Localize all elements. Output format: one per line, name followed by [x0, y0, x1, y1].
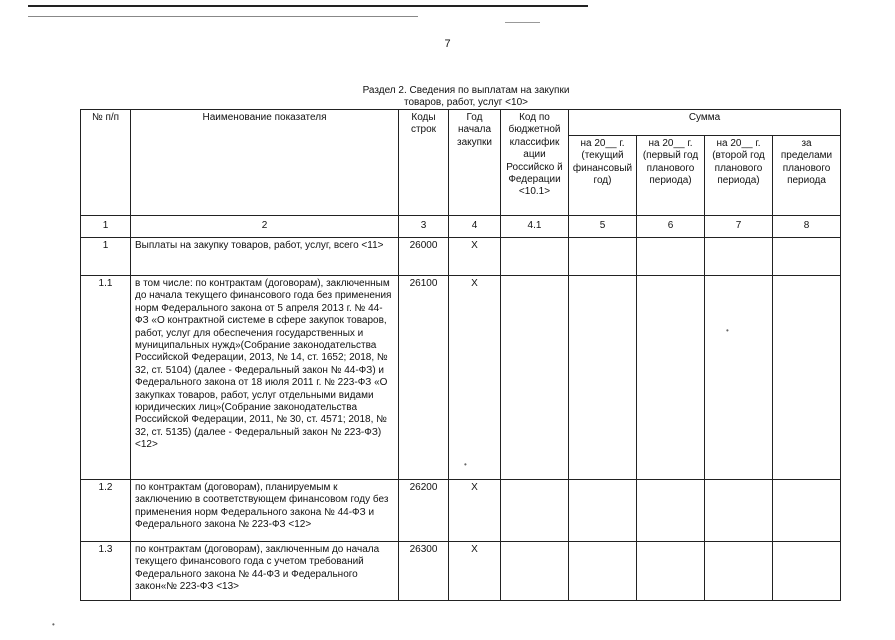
- row-name: в том числе: по контрактам (договорам), заключенным до начала текущего финансового года без применения норм Федерального закона от 5 апреля 2013 г. № 44-ФЗ «О контрактной системе в сфере закупок товаров, работ, услуг для обеспечения государственных и муниципальных нужд»(Собрание законодательства Российской Федерации, 2013, № 14, ст. 1652; 2018, № 32, ст. 5104) (далее - Федеральный закон № 44-ФЗ) и Федерального закона от 18 июля 2011 г. № 223-ФЗ «О закупках товаров, работ, услуг отдельными видами юридических лиц»(Собрание законодательства Российской Федерации, 2011, № 30, ст. 4571; 2018, № 32, ст. 5135) (далее - Федеральный закон № 223-ФЗ) <12>: [131, 276, 399, 480]
- header-budget-code: Код по бюджетной классифик ации Российско й Федерации <10.1>: [501, 110, 569, 216]
- colnum-5: 5: [569, 216, 637, 238]
- header-sum: Сумма: [569, 110, 841, 136]
- row-sum-3: [705, 276, 773, 480]
- row-sum-4: [773, 276, 841, 480]
- row-code: 26000: [399, 238, 449, 276]
- section-title: [0, 85, 895, 109]
- row-sum-4: [773, 480, 841, 542]
- row-budget-code: [501, 276, 569, 480]
- header-sum-current-year: на 20__ г. (текущий финансовый год): [569, 136, 637, 216]
- colnum-1: 1: [81, 216, 131, 238]
- row-budget-code: [501, 542, 569, 601]
- table-row: [81, 238, 841, 276]
- row-year: X: [449, 542, 501, 601]
- row-sum-2: [637, 276, 705, 480]
- table-row: [81, 480, 841, 542]
- row-num: 1.2: [81, 480, 131, 542]
- scan-speck: •: [52, 620, 55, 629]
- row-sum-2: [637, 480, 705, 542]
- header-line-codes: Коды строк: [399, 110, 449, 216]
- row-year: X: [449, 276, 501, 480]
- row-sum-3: [705, 480, 773, 542]
- row-num: 1: [81, 238, 131, 276]
- row-code: 26200: [399, 480, 449, 542]
- colnum-4-1: 4.1: [501, 216, 569, 238]
- colnum-8: 8: [773, 216, 841, 238]
- payments-table: [80, 109, 841, 601]
- section-title-line1: Раздел 2. Сведения по выплатам на закупки: [362, 85, 570, 96]
- row-name: по контрактам (договорам), планируемым к заключению в соответствующем финансовом году без применения норм Федерального закона № 44-ФЗ и Федерального закона № 223-ФЗ <12>: [131, 480, 399, 542]
- scan-speck: •: [726, 326, 729, 335]
- table-row: [81, 542, 841, 601]
- header-sum-second-plan-year: на 20__ г. (второй год планового периода): [705, 136, 773, 216]
- row-sum-1: [569, 238, 637, 276]
- colnum-6: 6: [637, 216, 705, 238]
- row-sum-3: [705, 542, 773, 601]
- top-rule-short: [505, 22, 540, 23]
- table-row: [81, 276, 841, 480]
- row-year: X: [449, 238, 501, 276]
- header-num: № п/п: [81, 110, 131, 216]
- scan-speck: •: [464, 460, 467, 469]
- row-sum-3: [705, 238, 773, 276]
- top-rule-thin: [28, 16, 418, 17]
- row-sum-4: [773, 238, 841, 276]
- column-numbers-row: [81, 216, 841, 238]
- row-budget-code: [501, 238, 569, 276]
- header-sum-first-plan-year: на 20__ г. (первый год планового периода): [637, 136, 705, 216]
- header-indicator-name: Наименование показателя: [131, 110, 399, 216]
- row-num: 1.3: [81, 542, 131, 601]
- row-budget-code: [501, 480, 569, 542]
- row-year: X: [449, 480, 501, 542]
- row-sum-1: [569, 542, 637, 601]
- colnum-7: 7: [705, 216, 773, 238]
- row-name: Выплаты на закупку товаров, работ, услуг, всего <11>: [131, 238, 399, 276]
- row-sum-1: [569, 480, 637, 542]
- row-sum-1: [569, 276, 637, 480]
- row-name: по контрактам (договорам), заключенным до начала текущего финансового года с учетом требований Федерального закона № 44-ФЗ и Федерального закон«№ 223-ФЗ <13>: [131, 542, 399, 601]
- row-sum-2: [637, 238, 705, 276]
- top-rule: [28, 5, 588, 7]
- row-sum-2: [637, 542, 705, 601]
- page-number: 7: [444, 38, 451, 50]
- colnum-3: 3: [399, 216, 449, 238]
- colnum-2: 2: [131, 216, 399, 238]
- row-sum-4: [773, 542, 841, 601]
- payments-table-wrapper: [80, 109, 840, 600]
- colnum-4: 4: [449, 216, 501, 238]
- row-code: 26100: [399, 276, 449, 480]
- row-num: 1.1: [81, 276, 131, 480]
- header-sum-beyond-plan: за пределами планового периода: [773, 136, 841, 216]
- header-purchase-year: Год начала закупки: [449, 110, 501, 216]
- section-title-line2: товаров, работ, услуг <10>: [404, 97, 528, 108]
- row-code: 26300: [399, 542, 449, 601]
